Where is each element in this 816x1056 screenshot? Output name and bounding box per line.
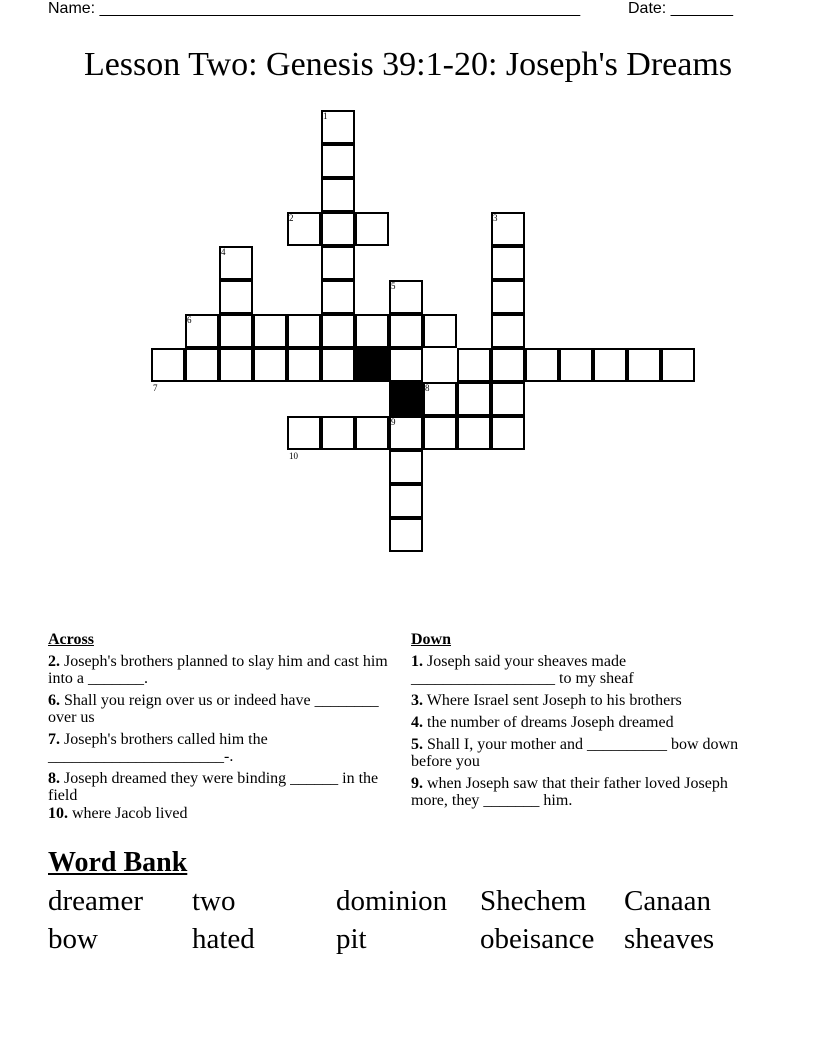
across-clues (48, 631, 388, 827)
word-bank-title: Word Bank (48, 847, 188, 878)
page-title: Lesson Two: Genesis 39:1-20: Joseph's Dreams (83, 46, 733, 83)
word-bank-word: bow (48, 923, 98, 955)
grid-cell[interactable] (253, 348, 287, 382)
grid-cell[interactable] (389, 518, 423, 552)
word-bank-word: pit (336, 923, 367, 955)
down-heading: Down (411, 631, 452, 648)
grid-cell[interactable] (389, 314, 423, 348)
clue-number: 8 (425, 383, 430, 393)
word-bank-word: Shechem (480, 885, 587, 917)
clue-across-10: 10. where Jacob lived (48, 805, 188, 822)
grid-cell[interactable] (389, 348, 423, 382)
clue-down-9: 9. when Joseph saw that their father loved Joseph more, they _______ him. (411, 775, 728, 809)
grid-cell[interactable] (525, 348, 559, 382)
grid-cell[interactable] (219, 280, 253, 314)
clue-number: 3 (493, 213, 498, 223)
clue-number: 10 (289, 451, 298, 461)
grid-cell[interactable] (321, 246, 355, 280)
grid-cell[interactable] (491, 246, 525, 280)
grid-cell[interactable] (457, 416, 491, 450)
clue-across-2: 2. Joseph's brothers planned to slay him and cast him into a _______. (48, 653, 388, 687)
clue-number: 2 (289, 213, 294, 223)
word-bank-word: obeisance (480, 923, 595, 955)
grid-cell[interactable] (287, 416, 321, 450)
grid-cell[interactable] (321, 212, 355, 246)
clue-number: 6 (187, 315, 192, 325)
grid-cell[interactable] (593, 348, 627, 382)
grid-cell[interactable] (355, 416, 389, 450)
clue-number: 1 (323, 111, 328, 121)
clue-number: 9 (391, 417, 396, 427)
word-bank-word: hated (192, 923, 255, 955)
clue-across-6: 6. Shall you reign over us or indeed have ________ over us (48, 692, 379, 726)
grid-cell[interactable] (321, 144, 355, 178)
grid-cell[interactable] (321, 416, 355, 450)
clue-number: 4 (221, 247, 226, 257)
grid-cell[interactable] (185, 348, 219, 382)
grid-cell[interactable] (219, 314, 253, 348)
word-bank-word: Canaan (624, 885, 711, 917)
grid-cell[interactable] (219, 348, 253, 382)
word-bank-word: sheaves (624, 923, 715, 955)
date-line: Date: _______ (628, 0, 733, 17)
grid-cell[interactable] (559, 348, 593, 382)
grid-cell[interactable] (491, 280, 525, 314)
grid-cell[interactable] (627, 348, 661, 382)
grid-cell[interactable] (423, 314, 457, 348)
grid-cell[interactable] (457, 382, 491, 416)
clue-across-8: 8. Joseph dreamed they were binding ______ in the field (48, 770, 379, 804)
grid-cell[interactable] (423, 416, 457, 450)
grid-cell[interactable] (389, 484, 423, 518)
grid-cell[interactable] (321, 348, 355, 382)
clue-down-4: 4. the number of dreams Joseph dreamed (411, 714, 674, 731)
grid-cell[interactable] (151, 348, 185, 382)
grid-cell[interactable] (389, 450, 423, 484)
grid-cell[interactable] (287, 314, 321, 348)
grid-cell[interactable] (321, 314, 355, 348)
across-heading: Across (48, 631, 94, 648)
grid-cell[interactable] (491, 314, 525, 348)
grid-cell[interactable] (253, 314, 287, 348)
grid-cell-black (389, 382, 423, 416)
clue-across-7: 7. Joseph's brothers called him the ______________________-. (48, 731, 268, 765)
name-line: Name: ______________________________________________________ (48, 0, 581, 17)
grid-cell[interactable] (287, 348, 321, 382)
grid-cell-black (355, 348, 389, 382)
grid-cell[interactable] (355, 314, 389, 348)
grid-cell[interactable] (661, 348, 695, 382)
grid-cell[interactable] (491, 382, 525, 416)
grid-cell[interactable] (457, 348, 491, 382)
grid-cell[interactable] (321, 178, 355, 212)
down-clues (411, 631, 751, 814)
word-bank-word: two (192, 885, 236, 917)
word-bank-word: dreamer (48, 885, 143, 917)
grid-cell[interactable] (491, 416, 525, 450)
clue-number: 5 (391, 281, 396, 291)
grid-cell[interactable] (321, 280, 355, 314)
clue-number: 7 (153, 383, 158, 393)
clue-down-3: 3. Where Israel sent Joseph to his brothers (411, 692, 682, 709)
grid-cell[interactable] (491, 348, 525, 382)
word-bank-word: dominion (336, 885, 448, 917)
grid-cell[interactable] (355, 212, 389, 246)
clue-down-5: 5. Shall I, your mother and __________ bow down before you (411, 736, 739, 770)
clue-down-1: 1. Joseph said your sheaves made __________________ to my sheaf (411, 653, 634, 687)
